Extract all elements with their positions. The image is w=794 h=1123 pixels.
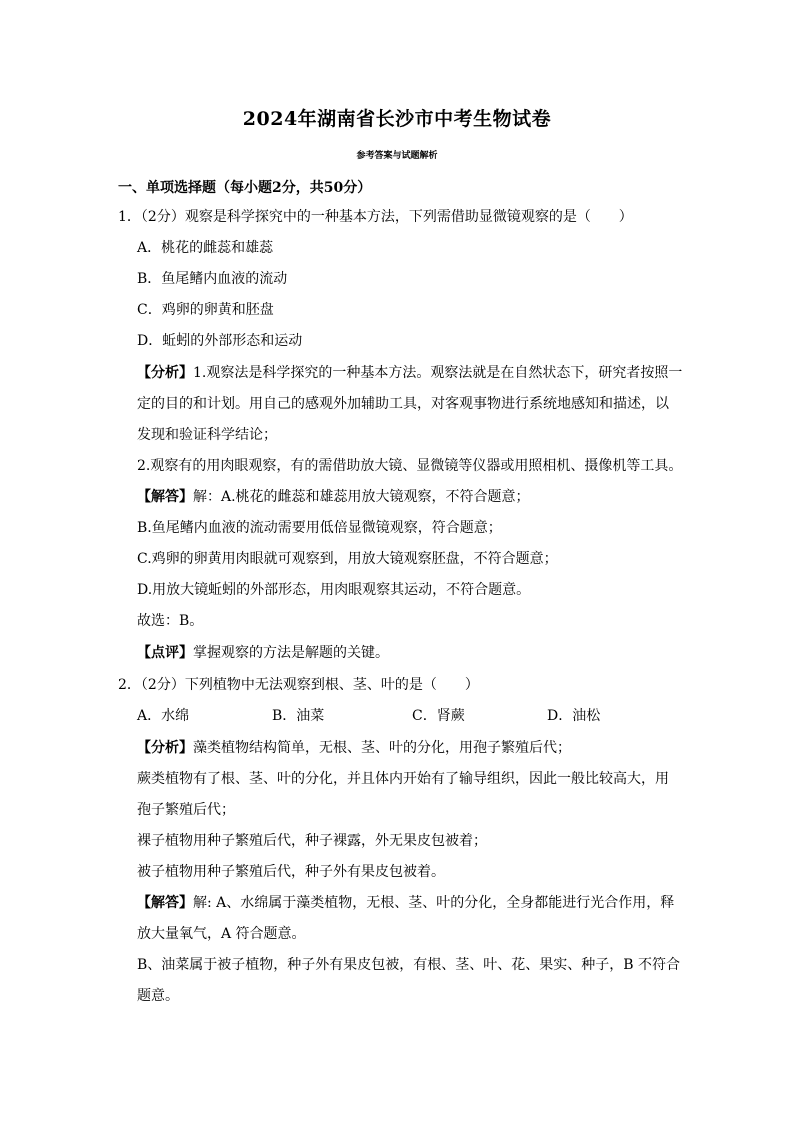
analysis-tag: 【分析】 bbox=[137, 365, 193, 381]
analysis-text: 1.观察法是科学探究的一种基本方法。观察法就是在自然状态下，研究者按照一 bbox=[193, 365, 683, 381]
question-1-analysis-line bbox=[137, 363, 682, 383]
question-1-analysis-line: 2.观察有的用肉眼观察，有的需借助放大镜、显微镜等仪器或用照相机、摄像机等工具。 bbox=[137, 458, 683, 474]
question-2-option-b: B．油菜 bbox=[272, 708, 325, 724]
section-heading: 一、单项选择题（每小题2分，共50分） bbox=[118, 180, 372, 196]
question-2-option-c: C．肾蕨 bbox=[412, 708, 465, 724]
question-2-analysis-line bbox=[137, 738, 571, 758]
answer-text: 解：A.桃花的雌蕊和雄蕊用放大镜观察，不符合题意； bbox=[193, 489, 530, 505]
question-2-answer-line: 题意。 bbox=[137, 988, 179, 1004]
analysis-tag: 【分析】 bbox=[137, 740, 193, 756]
question-1-answer-line bbox=[137, 487, 530, 507]
question-1-answer-line: B.鱼尾鳍内血液的流动需要用低倍显微镜观察，符合题意； bbox=[137, 520, 502, 536]
question-1-analysis-line: 发现和验证科学结论； bbox=[137, 427, 277, 443]
comment-tag: 【点评】 bbox=[137, 645, 193, 661]
question-1-stem: 1．（2分）观察是科学探究中的一种基本方法，下列需借助显微镜观察的是（ ） bbox=[118, 209, 633, 225]
question-1-answer-line: C.鸡卵的卵黄用肉眼就可观察到，用放大镜观察胚盘，不符合题意； bbox=[137, 551, 558, 567]
page-title: 2024年湖南省长沙市中考生物试卷 bbox=[242, 108, 552, 130]
question-2-options bbox=[137, 706, 657, 726]
question-2-option-a: A．水绵 bbox=[137, 708, 190, 724]
question-1-comment-line bbox=[137, 643, 389, 663]
question-2-analysis-line: 被子植物用种子繁殖后代，种子外有果皮包被着。 bbox=[137, 864, 445, 880]
question-2-answer-line bbox=[137, 893, 674, 913]
answer-tag: 【解答】 bbox=[137, 489, 193, 505]
analysis-text: 藻类植物结构简单，无根、茎、叶的分化，用孢子繁殖后代； bbox=[193, 740, 571, 756]
page-subtitle: 参考答案与试题解析 bbox=[356, 151, 438, 161]
question-1-answer-line: D.用放大镜蚯蚓的外部形态，用肉眼观察其运动，不符合题意。 bbox=[137, 582, 531, 598]
question-2-stem: 2．（2分）下列植物中无法观察到根、茎、叶的是（ ） bbox=[118, 677, 479, 693]
answer-text: 解: A、水绵属于藻类植物，无根、茎、叶的分化，全身都能进行光合作用，释 bbox=[193, 895, 675, 911]
question-2-answer-line: 放大量氧气，A 符合题意。 bbox=[137, 926, 306, 942]
question-1-option-c: C．鸡卵的卵黄和胚盘 bbox=[137, 302, 274, 318]
question-2-option-d: D．油松 bbox=[547, 708, 601, 724]
question-2-answer-line: B、油菜属于被子植物，种子外有果皮包被，有根、茎、叶、花、果实、种子，B 不符合 bbox=[137, 957, 681, 973]
question-2-analysis-line: 孢子繁殖后代； bbox=[137, 802, 235, 818]
question-1-option-b: B．鱼尾鳍内血液的流动 bbox=[137, 271, 288, 287]
question-1-answer-line: 故选：B。 bbox=[137, 613, 204, 629]
answer-tag: 【解答】 bbox=[137, 895, 193, 911]
question-1-option-d: D．蚯蚓的外部形态和运动 bbox=[137, 333, 303, 349]
question-2-analysis-line: 蕨类植物有了根、茎、叶的分化，并且体内开始有了输导组织，因此一般比较高大，用 bbox=[137, 771, 669, 787]
comment-text: 掌握观察的方法是解题的关键。 bbox=[193, 645, 389, 661]
question-1-option-a: A．桃花的雌蕊和雄蕊 bbox=[137, 240, 274, 256]
question-2-analysis-line: 裸子植物用种子繁殖后代，种子裸露，外无果皮包被着； bbox=[137, 833, 487, 849]
question-1-analysis-line: 定的目的和计划。用自己的感观外加辅助工具，对客观事物进行系统地感知和描述，以 bbox=[137, 396, 669, 412]
